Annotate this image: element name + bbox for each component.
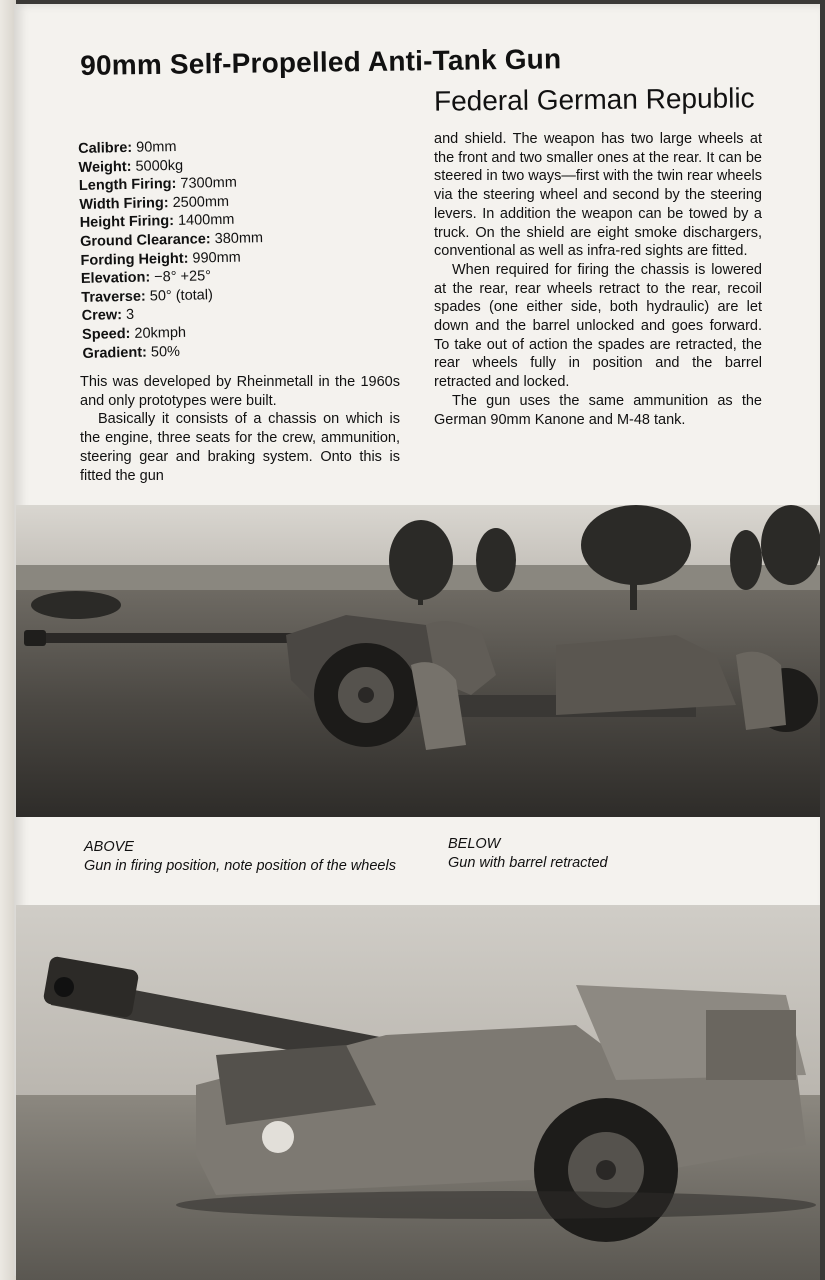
spec-label: Crew (81, 307, 118, 325)
body-paragraph: and shield. The weapon has two large wheels at the front and two smaller ones at the rear. It can be steered in two ways—first with the twin rear wheels via the steering wheel and second by the steering levers. In addition the weapon can be towed by a truck. On the shield are eight smoke dischargers, conventional as well as infra-red sights are fitted. (434, 131, 762, 260)
spec-row: Speed: 20kmph (81, 324, 187, 343)
spec-row: Fording Height: 990mm (80, 249, 241, 269)
spec-row: Weight: 5000kg (78, 157, 184, 176)
spec-value: 50% (150, 343, 181, 361)
photo-gun-firing-position (16, 505, 820, 817)
spec-row: Elevation: −8° +25° (80, 268, 212, 288)
photo-gun-barrel-retracted (16, 905, 820, 1280)
spec-row: Traverse: 50° (total) (81, 286, 214, 306)
spec-label: Traverse (81, 288, 142, 306)
spec-value: 7300mm (180, 174, 238, 193)
spec-label: Width Firing (79, 195, 164, 213)
spec-row: Length Firing: 7300mm (78, 174, 238, 195)
spec-value: 5000kg (135, 157, 184, 175)
spec-value: 990mm (192, 249, 241, 267)
spec-row: Gradient: 50% (82, 343, 181, 362)
spec-value: 1400mm (177, 212, 235, 230)
spec-label: Speed (81, 325, 126, 343)
spec-value: 2500mm (172, 193, 230, 211)
body-paragraph: The gun uses the same ammunition as the German 90mm Kanone and M-48 tank. (434, 392, 762, 428)
caption-below-text: Gun with barrel retracted (448, 855, 608, 871)
spec-row: Calibre: 90mm (78, 138, 177, 157)
spec-label: Length Firing (78, 176, 172, 195)
page-title: 90mm Self-Propelled Anti-Tank Gun (80, 43, 562, 81)
spec-value: −8° +25° (154, 268, 212, 286)
spec-value: 50° (total) (149, 286, 214, 305)
spec-row: Height Firing: 1400mm (79, 212, 235, 232)
body-text-right (434, 130, 762, 429)
spec-value: 380mm (214, 230, 264, 248)
spec-label: Elevation (80, 269, 146, 288)
spec-label: Height Firing (79, 213, 170, 232)
body-paragraph: When required for firing the chassis is lowered at the rear, rear wheels retract to the rear, recoil spades (one either side, both hydraulic) are let down and the barrel unlocked and goes forward. To take out of action the spades are retracted, the rear wheels fully in position and the barrel retracted and locked. (434, 261, 762, 391)
caption-below (448, 835, 778, 873)
spec-label: Ground Clearance (79, 231, 206, 250)
spec-value: 3 (125, 307, 135, 324)
spec-list (78, 133, 403, 363)
spec-value: 90mm (136, 138, 177, 156)
spec-label: Weight (78, 158, 127, 176)
body-paragraph: This was developed by Rheinmetall in the 1960s and only prototypes were built. (80, 374, 400, 409)
caption-above (84, 838, 414, 876)
spec-row: Crew: 3 (81, 307, 135, 325)
spec-value: 20kmph (134, 324, 187, 342)
caption-below-heading: BELOW (448, 836, 501, 852)
spec-row: Width Firing: 2500mm (79, 193, 230, 213)
caption-above-heading: ABOVE (84, 839, 134, 855)
page-subtitle: Federal German Republic (434, 82, 756, 117)
caption-above-text: Gun in firing position, note position of the wheels (84, 858, 396, 874)
spec-label: Calibre (78, 139, 128, 157)
spec-row: Ground Clearance: 380mm (79, 230, 264, 250)
body-text-left (80, 373, 400, 485)
spec-label: Gradient (82, 344, 143, 362)
body-paragraph: Basically it consists of a chassis on which is the engine, three seats for the crew, ammunition, steering gear and braking system. Onto this is fitted the gun (80, 411, 400, 484)
spec-label: Fording Height (80, 250, 184, 269)
